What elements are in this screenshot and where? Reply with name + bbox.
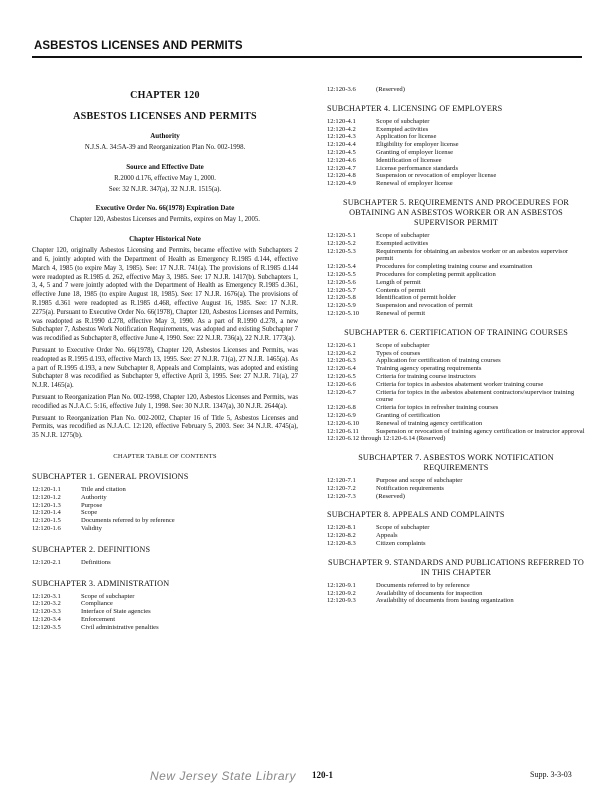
- section-title: Scope of subchapter: [376, 117, 430, 125]
- section-title: Renewal of training agency certification: [376, 419, 483, 427]
- section-number: 12:120-5.1: [327, 231, 356, 239]
- section-title: Suspension or revocation of employer license: [376, 172, 497, 180]
- section-number: 12:120-4.2: [327, 125, 356, 133]
- subchapter-1-list: [32, 486, 298, 533]
- subchapter-3-list: [32, 593, 298, 632]
- library-watermark: New Jersey State Library: [150, 769, 297, 783]
- section-title: Scope of subchapter: [376, 524, 430, 532]
- subchapter-1-heading: SUBCHAPTER 1. GENERAL PROVISIONS: [32, 471, 189, 481]
- section-number: 12:120-5.6: [327, 278, 356, 286]
- section-number: 12:120-6.7: [327, 388, 356, 396]
- section-number: 12:120-5.4: [327, 263, 356, 271]
- toc-row: [327, 248, 585, 264]
- toc-row: [327, 365, 585, 373]
- section-title: Criteria for topics in the asbestos abatement contractors/supervisor training course: [376, 388, 575, 404]
- chapter-title: ASBESTOS LICENSES AND PERMITS: [73, 111, 257, 122]
- section-number: 12:120-4.7: [327, 164, 356, 172]
- subchapter-4-list: [327, 118, 585, 188]
- section-title: Scope of subchapter: [376, 231, 430, 239]
- toc-row: [327, 240, 585, 248]
- section-number: 12:120-7.2: [327, 484, 356, 492]
- section-title: Exempted activities: [376, 239, 429, 247]
- history-paragraph-1: Chapter 120, originally Asbestos Licensing and Permits, became effective with Subchapters 2 and 6, jointly adopted with the Department of Health as Emergency R.1985 d.144, effective March 4, 1985 (to expire May 3, 1985). See: 17 N.J.R. 741(a). The provisions of R.1985 d.144 were readopted as R.1985 d. 262, effective May 3, 1985. See: 17 N.J.R. 1417(b). Subchapters 1, 3, 4, 5 and 7 were jointly adopted with the Department of Health as Emergency R.1985 d.361, effective June 18, 1985 (to expire August 18, 1985). See: 17 N.J.R. 1676(a). The provisions of R.1985 d.361 were readopted as R.1985 d.468, effective August 16, 1985. See: 17 N.J.R. 2275(a). Pursuant to Executive Order No. 66(1978), Chapter 120, Asbestos Licenses and Permits, was readopted as R.1990 d.278, effective May 3, 1990. As a part of R.1990 d.278, a new Subchapter 7, Asbestos Work Notification Requirements, was adopted and existing Subchapter 7 was recodified as Subchapter 8, effective June 4, 1990. See: 22 N.J.R. 736(a), 22 N.J.R. 1773(a).: [32, 247, 298, 343]
- section-number: 12:120-7.3: [327, 492, 356, 500]
- section-number: 12:120-6.6: [327, 380, 356, 388]
- section-number: 12:120-6.11: [327, 427, 359, 435]
- toc-row: [327, 428, 585, 436]
- section-number: 12:120-3.6: [327, 86, 356, 93]
- section-title: Scope of subchapter: [376, 341, 430, 349]
- toc-row-reserved: [327, 435, 585, 443]
- section-title: Criteria for topics in asbestos abatement worker training course: [376, 380, 544, 388]
- toc-row: [327, 172, 585, 180]
- section-number: 12:120-7.1: [327, 477, 356, 485]
- section-title: Exempted activities: [376, 125, 429, 133]
- section-number: 12:120-4.9: [327, 180, 356, 188]
- subchapter-7-heading: SUBCHAPTER 7. ASBESTOS WORK NOTIFICATION REQUIREMENTS: [358, 453, 554, 473]
- section-number: 12:120-4.6: [327, 156, 356, 164]
- source-heading: Source and Effective Date: [126, 162, 204, 171]
- subchapter-2-heading: SUBCHAPTER 2. DEFINITIONS: [32, 544, 151, 554]
- section-number: 12:120-9.3: [327, 597, 356, 605]
- toc-row: [327, 477, 585, 485]
- section-number: 12:120-5.2: [327, 239, 356, 247]
- section-title: Identification of permit holder: [376, 294, 457, 302]
- section-number: 12:120-6.8: [327, 404, 356, 412]
- toc-row: [327, 404, 585, 412]
- toc-row: [327, 412, 585, 420]
- section-number: 12:120-6.5: [327, 372, 356, 380]
- section-number: 12:120-5.8: [327, 294, 356, 302]
- section-number: 12:120-8.2: [327, 532, 356, 540]
- toc-row: [327, 165, 585, 173]
- section-number: 12:120-3.1: [32, 592, 61, 600]
- toc-row: [32, 509, 298, 517]
- right-column: [327, 86, 585, 605]
- section-title: Documents referred to by reference: [81, 517, 175, 525]
- section-title: Availability of documents for inspection: [376, 589, 483, 597]
- toc-row: [327, 157, 585, 165]
- section-title: Validity: [81, 524, 102, 532]
- section-title: Types of courses: [376, 349, 421, 357]
- section-number: 12:120-1.5: [32, 517, 61, 525]
- toc-heading: CHAPTER TABLE OF CONTENTS: [113, 452, 217, 460]
- section-number: 12:120-4.3: [327, 133, 356, 141]
- section-title: Renewal of permit: [376, 309, 426, 317]
- toc-row: [32, 616, 298, 624]
- section-title: Identification of licensee: [376, 156, 442, 164]
- authority-heading: Authority: [150, 132, 180, 140]
- left-column: [32, 88, 298, 631]
- section-title: Criteria for topics in refresher training courses: [376, 404, 499, 412]
- toc-row: [327, 232, 585, 240]
- section-title: Renewal of employer license: [376, 180, 453, 188]
- section-title: Criteria for training course instructors: [376, 372, 476, 380]
- toc-row: [32, 502, 298, 510]
- section-title: Granting of employer license: [376, 148, 454, 156]
- section-title: Granting of certification: [376, 411, 441, 419]
- toc-row: [327, 420, 585, 428]
- section-number: 12:120-3.2: [32, 600, 61, 608]
- toc-row: [327, 532, 585, 540]
- section-number: 12:120-6.4: [327, 365, 356, 373]
- section-number: 12:120-3.5: [32, 623, 61, 631]
- subchapter-6-heading: SUBCHAPTER 6. CERTIFICATION OF TRAINING COURSES: [344, 327, 568, 337]
- section-number: 12:120-5.3: [327, 247, 356, 255]
- toc-row: [327, 493, 585, 501]
- section-number: 12:120-1.2: [32, 493, 61, 501]
- toc-row: [327, 357, 585, 365]
- toc-row: [32, 494, 298, 502]
- exec-order-heading: Executive Order No. 66(1978) Expiration Date: [95, 204, 235, 213]
- toc-row: [327, 126, 585, 134]
- subchapter-2-list: [32, 559, 298, 567]
- running-header: ASBESTOS LICENSES AND PERMITS: [34, 40, 243, 52]
- subchapter-3-heading: SUBCHAPTER 3. ADMINISTRATION: [32, 578, 170, 588]
- toc-row: [327, 373, 585, 381]
- header-rule: [32, 56, 582, 58]
- section-number: 12:120-1.3: [32, 501, 61, 509]
- section-title: Definitions: [81, 558, 111, 566]
- toc-row: [327, 389, 585, 405]
- toc-row: [327, 524, 585, 532]
- subchapter-7-list: [327, 477, 585, 500]
- chapter-number: CHAPTER 120: [130, 90, 200, 101]
- toc-row: [327, 302, 585, 310]
- toc-row: [327, 342, 585, 350]
- toc-row: [327, 597, 585, 605]
- section-title: Purpose: [81, 501, 103, 509]
- toc-row: [327, 350, 585, 358]
- section-title: 12:120-6.12 through 12:120-6.14 (Reserved): [327, 435, 446, 443]
- section-number: 12:120-4.4: [327, 141, 356, 149]
- section-title: Requirements for obtaining an asbestos worker or an asbestos supervisor permit: [376, 247, 569, 263]
- toc-row: [32, 559, 298, 567]
- section-title: (Reserved): [376, 86, 405, 93]
- section-title: Procedures for completing training course and examination: [376, 263, 533, 271]
- section-title: Procedures for completing permit application: [376, 270, 496, 278]
- section-title: Scope of subchapter: [81, 592, 135, 600]
- section-number: 12:120-5.9: [327, 302, 356, 310]
- section-number: 12:120-5.7: [327, 286, 356, 294]
- toc-row: [327, 294, 585, 302]
- section-number: 12:120-8.1: [327, 524, 356, 532]
- section-number: 12:120-1.6: [32, 524, 61, 532]
- toc-row: [327, 271, 585, 279]
- toc-row: [32, 593, 298, 601]
- section-title: Scope: [81, 509, 98, 517]
- section-number: 12:120-1.4: [32, 509, 61, 517]
- toc-row: [327, 485, 585, 493]
- toc-row: [32, 600, 298, 608]
- toc-row: [327, 118, 585, 126]
- section-title: Purpose and scope of subchapter: [376, 477, 463, 485]
- section-number: 12:120-5.10: [327, 309, 360, 317]
- authority-text: N.J.S.A. 34:5A-39 and Reorganization Plan No. 002-1998.: [84, 144, 246, 151]
- section-number: 12:120-4.8: [327, 172, 356, 180]
- section-title: Appeals: [376, 532, 398, 540]
- section-title: Application for license: [376, 133, 437, 141]
- toc-row: [327, 86, 585, 94]
- section-title: (Reserved): [376, 492, 405, 500]
- subchapter-8-list: [327, 524, 585, 547]
- subchapter-5-heading: SUBCHAPTER 5. REQUIREMENTS AND PROCEDURES FOR OBTAINING AN ASBESTOS WORKER OR AN ASBESTOS SUPERVISOR PERMIT: [342, 197, 570, 227]
- section-number: 12:120-4.1: [327, 117, 356, 125]
- section-number: 12:120-5.5: [327, 270, 356, 278]
- section-number: 12:120-1.1: [32, 485, 61, 493]
- section-title: Interface of State agencies: [81, 608, 151, 616]
- toc-row: [327, 141, 585, 149]
- toc-row: [327, 582, 585, 590]
- section-number: 12:120-4.5: [327, 148, 356, 156]
- section-title: Title and citation: [81, 485, 126, 493]
- section-number: 12:120-2.1: [32, 558, 61, 566]
- section-number: 12:120-3.3: [32, 608, 61, 616]
- toc-row: [327, 590, 585, 598]
- toc-row: [32, 517, 298, 525]
- subchapter-8-heading: SUBCHAPTER 8. APPEALS AND COMPLAINTS: [327, 510, 505, 520]
- history-paragraph-3: Pursuant to Reorganization Plan No. 002-1998, Chapter 120, Asbestos Licenses and Permits, was recodified as N.J.A.C. 5:16, effective July 1, 1998. See: 30 N.J.R. 1347(a), 30 N.J.R. 2644(a).: [32, 393, 298, 410]
- subchapter-9-heading: SUBCHAPTER 9. STANDARDS AND PUBLICATIONS REFERRED TO IN THIS CHAPTER: [328, 557, 584, 577]
- history-paragraph-2: Pursuant to Executive Order No. 66(1978), Chapter 120, Asbestos Licenses and Permits, was readopted as R.1995 d.193, effective March 13, 1995. See: 27 N.J.R. 71(a), 27 N.J.R. 1465(a). As a part of R.1995 d.193, a new Subchapter 8, Appeals and Complaints, was adopted and existing Subchapter 8 was recodified as Subchapter 9, effective April 3, 1995. See: 27 N.J.R. 71(a), 27 N.J.R. 1465(a).: [32, 346, 298, 390]
- section-number: 12:120-9.2: [327, 589, 356, 597]
- section-title: License performance standards: [376, 164, 459, 172]
- toc-row: [327, 310, 585, 318]
- section-title: Suspension or revocation of training agency certification or instructor approval: [376, 427, 585, 435]
- section-number: 12:120-6.10: [327, 419, 360, 427]
- section-title: Civil administrative penalties: [81, 623, 159, 631]
- subchapter-4-heading: SUBCHAPTER 4. LICENSING OF EMPLOYERS: [327, 103, 503, 113]
- history-heading: Chapter Historical Note: [129, 235, 201, 244]
- section-title: Length of permit: [376, 278, 421, 286]
- toc-row: [32, 486, 298, 494]
- section-title: Documents referred to by reference: [376, 581, 470, 589]
- exec-order-text: Chapter 120, Asbestos Licenses and Permits, expires on May 1, 2005.: [70, 216, 260, 224]
- section-title: Notification requirements: [376, 484, 444, 492]
- section-title: Compliance: [81, 600, 113, 608]
- supplement-date: Supp. 3-3-03: [530, 770, 572, 779]
- toc-row: [327, 540, 585, 548]
- toc-row: [327, 287, 585, 295]
- section-title: Citizen complaints: [376, 540, 426, 548]
- section-title: Suspension and revocation of permit: [376, 302, 473, 310]
- section-number: 12:120-6.1: [327, 341, 356, 349]
- toc-row: [327, 149, 585, 157]
- source-line-2: See: 32 N.J.R. 347(a), 32 N.J.R. 1515(a).: [108, 185, 222, 193]
- section-number: 12:120-9.1: [327, 581, 356, 589]
- section-title: Application for certification of training courses: [376, 357, 501, 365]
- section-title: Eligibility for employer license: [376, 141, 459, 149]
- history-paragraph-4: Pursuant to Reorganization Plan No. 002-2002, Chapter 16 of Title 5, Asbestos Licenses and Permits, was recodified as N.J.A.C. 12:120, effective February 5, 2003. See: 34 N.J.R. 4745(a), 35 N.J.R. 1275(b).: [32, 414, 298, 440]
- section-title: Enforcement: [81, 615, 116, 623]
- section-title: Contents of permit: [376, 286, 426, 294]
- section-number: 12:120-8.3: [327, 540, 356, 548]
- toc-row: [327, 263, 585, 271]
- section-number: 12:120-6.2: [327, 349, 356, 357]
- toc-row: [32, 624, 298, 632]
- section-number: 12:120-6.3: [327, 357, 356, 365]
- toc-row: [32, 525, 298, 533]
- source-line-1: R.2000 d.176, effective May 1, 2000.: [114, 174, 216, 182]
- subchapter-9-list: [327, 582, 585, 605]
- section-title: Availability of documents from issuing organization: [376, 597, 514, 605]
- toc-row: [327, 279, 585, 287]
- section-number: 12:120-3.4: [32, 615, 61, 623]
- toc-row: [32, 608, 298, 616]
- subchapter-6-list: [327, 342, 585, 443]
- section-number: 12:120-6.9: [327, 411, 356, 419]
- subchapter-5-list: [327, 232, 585, 318]
- toc-row: [327, 133, 585, 141]
- page-number: 120-1: [312, 770, 333, 780]
- toc-row: [327, 180, 585, 188]
- section-title: Training agency operating requirements: [376, 365, 482, 373]
- section-title: Authority: [81, 493, 107, 501]
- toc-row: [327, 381, 585, 389]
